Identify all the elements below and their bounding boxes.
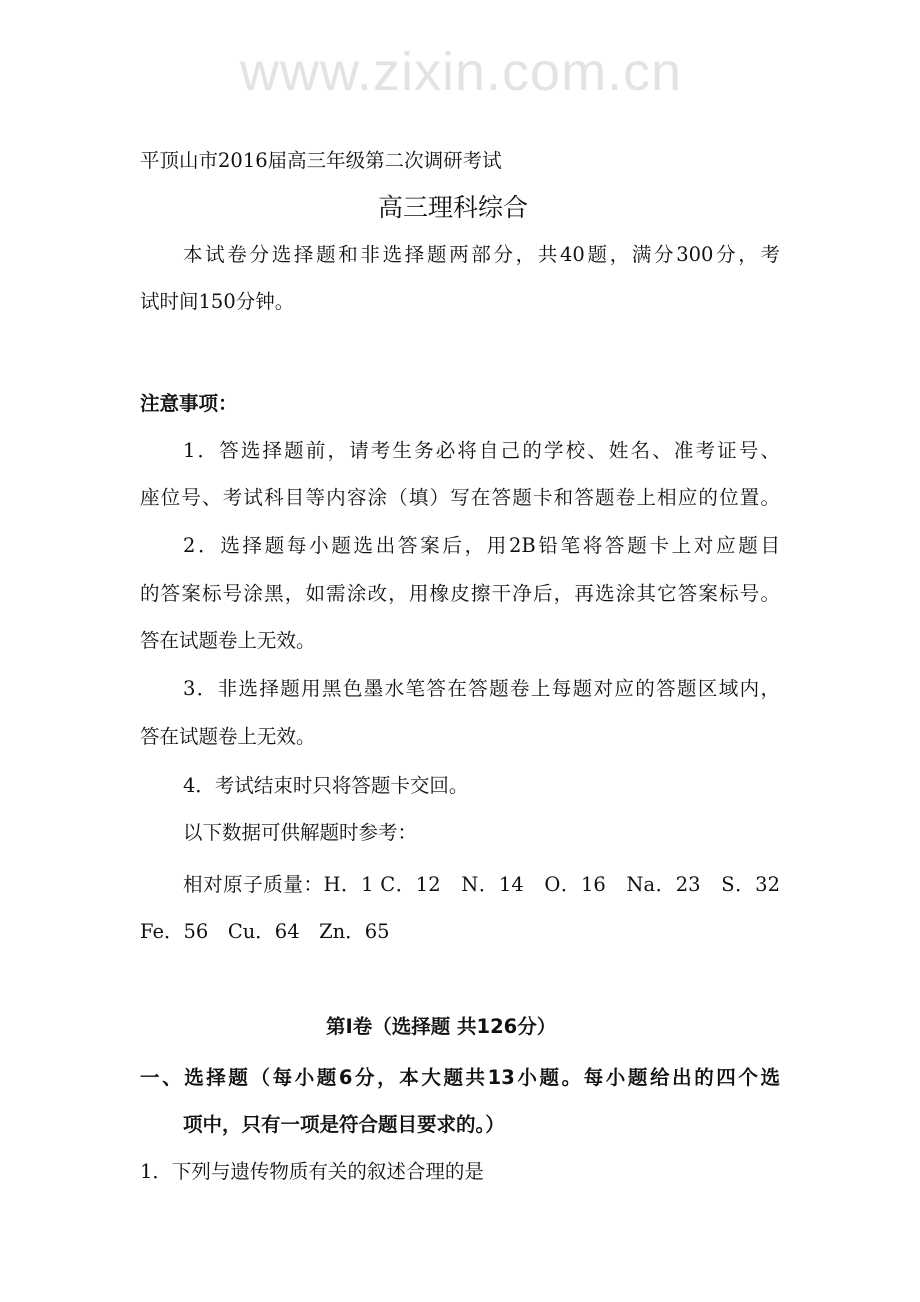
reference-text: 以下数据可供解题时参考：: [183, 821, 418, 844]
intro-line: 本试卷分选择题和非选择题两部分，共40题，满分300分，考: [183, 243, 780, 266]
part-heading: 项中，只有一项是符合题目要求的。）: [183, 1113, 505, 1136]
atomic-masses: 相对原子质量：H．1 C．12 N．14 O．16 Na．23 S．32: [183, 873, 780, 896]
intro-line: 试时间150分钟。: [140, 290, 295, 313]
atomic-masses: Fe．56 Cu．64 Zn．65: [140, 920, 390, 943]
part-heading: 一、选择题（每小题6分，本大题共13小题。每小题给出的四个选: [140, 1066, 780, 1089]
notes-heading: 注意事项：: [140, 392, 238, 415]
page-title: 高三理科综合: [378, 193, 529, 222]
note-line: 答在试题卷上无效。: [140, 629, 316, 652]
note-line: 1．答选择题前，请考生务必将自己的学校、姓名、准考证号、: [183, 439, 780, 462]
question-1: 1．下列与遗传物质有关的叙述合理的是: [140, 1160, 484, 1183]
note-line: 答在试题卷上无效。: [140, 725, 316, 748]
note-line: 2．选择题每小题选出答案后，用2B铅笔将答题卡上对应题目: [183, 534, 780, 557]
note-line: 4．考试结束时只将答题卡交回。: [183, 774, 469, 797]
watermark: www.zixin.com.cn: [240, 42, 683, 102]
section-title: 第Ⅰ卷（选择题 共126分）: [326, 1015, 557, 1038]
note-line: 座位号、考试科目等内容涂（填）写在答题卡和答题卷上相应的位置。: [140, 486, 780, 509]
note-line: 的答案标号涂黑，如需涂改，用橡皮擦干净后，再选涂其它答案标号。: [140, 582, 780, 605]
exam-header: 平顶山市2016届高三年级第二次调研考试: [140, 149, 502, 172]
note-line: 3．非选择题用黑色墨水笔答在答题卷上每题对应的答题区域内，: [183, 677, 780, 700]
